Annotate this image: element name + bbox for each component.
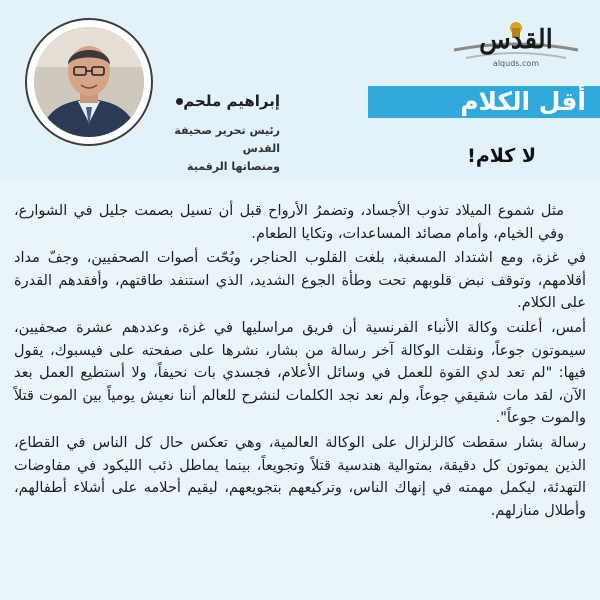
logo-url: alquds.com bbox=[492, 59, 540, 68]
author-avatar bbox=[34, 27, 144, 137]
author-role bbox=[150, 122, 280, 176]
author-photo-icon bbox=[34, 27, 144, 137]
alquds-logo bbox=[446, 14, 586, 70]
article-headline: لا كلام! bbox=[467, 145, 536, 167]
article-paragraph: مثل شموع الميلاد تذوب الأجساد، وتضمرُ الأرواح قبل أن تسيل بصمت جليل في الشوارع، وفي الخيام، وأمام مصائد المساعدات، وتكايا الطعام. bbox=[14, 203, 564, 242]
article-paragraph: رسالة بشار سقطت كالزلزال على الوكالة العالمية، وهي تعكس حال كل الناس في القطاع، الذين يموتون كل دقيقة، بمتوالية هندسية قتلاً وتجويعاً، بينما يماطل ذئب الليكود في مفاوضات التهدئة، ليكمل مهمته في إنهاك الناس، وتركيعهم بتجويعهم، ليقيم أحلامه على أشلاء أطفالهم، وأطلال منازلهم. bbox=[14, 434, 586, 519]
column-title: أقل الكلام bbox=[368, 86, 600, 118]
author-name: إبراهيم ملحم bbox=[183, 92, 280, 110]
author-name-line bbox=[150, 92, 280, 110]
logo-text: القدس bbox=[479, 25, 553, 55]
article-body bbox=[14, 200, 586, 524]
author-role-line1: رئيس تحرير صحيفة القدس bbox=[174, 124, 280, 155]
article-paragraph: أمس، أعلنت وكالة الأنباء الفرنسية أن فريق مراسليها في غزة، وعددهم عشرة صحفيين، سيموتون جوعاً، ونقلت الوكالة آخر رسالة من بشار، نشرها على صفحته على فيسبوك، يقول فيها: "لم تعد لدي القوة للعمل في وسائل الأعلام، فجسدي بات نحيفاً، ولا أستطيع العمل بعد الآن، لقد مات شقيقي جوعاً، ولم نعد نجد الكلمات لنشرح للعالم أننا نعيش يومياً بين الموت قتلاً والموت جوعاً". bbox=[14, 319, 586, 427]
author-role-line2: ومنصاتها الرقمية bbox=[187, 160, 280, 173]
article-paragraph: في غزة، ومع اشتداد المسغبة، بلغت القلوب الحناجر، وبُحّت أصوات الصحفيين، وجفّ مداد أقلامهم، وتوقف نبض قلوبهم تحت وطأة الجوع الشديد، الذي استنفد طاقتهم، وأفقدهم القدرة على الكلام. bbox=[14, 250, 586, 312]
